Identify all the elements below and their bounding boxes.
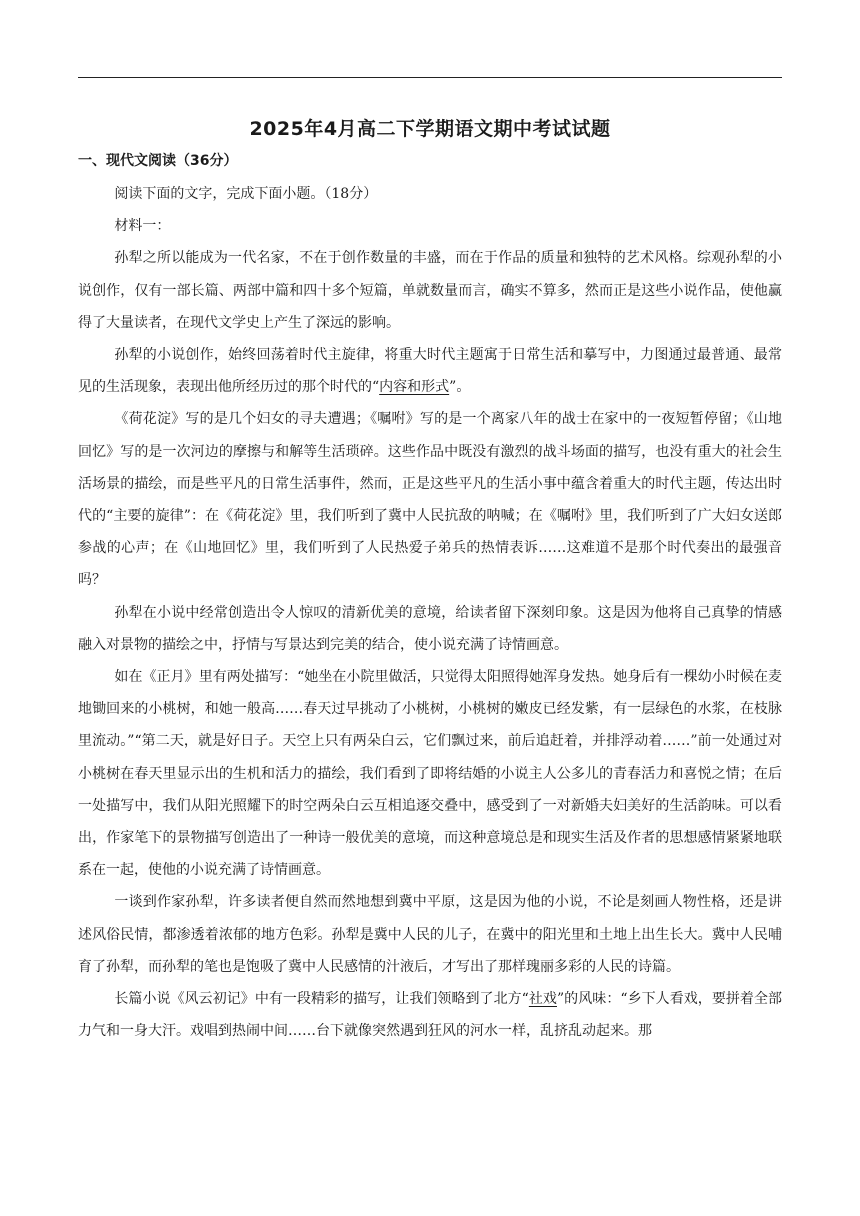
paragraph-1: 孙犁之所以能成为一代名家，不在于创作数量的丰盛，而在于作品的质量和独特的艺术风格。综观孙犁的小说创作，仅有一部长篇、两部中篇和四十多个短篇，单就数量而言，确实不算多，然而正是这些小说作品，使他赢得了大量读者，在现代文学史上产生了深远的影响。 [78,250,782,331]
page-title: 2025年4月高二下学期语文期中考试试题 [249,118,611,140]
paragraph-2 [78,339,782,403]
section-heading: 一、现代文阅读（36分） [78,153,238,169]
paragraph-6: 一谈到作家孙犁，许多读者便自然而然地想到冀中平原，这是因为他的小说，不论是刻画人物性格，还是讲述风俗民情，都渗透着浓郁的地方色彩。孙犁是冀中人民的儿子，在冀中的阳光里和土地上出生长大。冀中人民哺育了孙犁，而孙犁的笔也是饱吸了冀中人民感情的汁液后，才写出了那样瑰丽多彩的人民的诗篇。 [78,894,782,975]
underlined-phrase: 社戏 [528,991,557,1008]
paragraph-7-text: 长篇小说《风云初记》中有一段精彩的描写，让我们领略到了北方“ [114,991,529,1008]
underlined-phrase: 内容和形式 [379,379,450,396]
paragraph-4: 孙犁在小说中经常创造出令人惊叹的清新优美的意境，给读者留下深刻印象。这是因为他将自己真挚的情感融入对景物的描绘之中，抒情与写景达到完美的结合，使小说充满了诗情画意。 [78,604,782,653]
article-body [78,178,782,1047]
paragraph-2-text: 孙犁的小说创作，始终回荡着时代主旋律，将重大时代主题寓于日常生活和摹写中，力图通过最普通、最常见的生活现象，表现出他所经历过的那个时代的“ [78,347,782,396]
paragraph-7 [78,983,782,1047]
instruction: 阅读下面的文字，完成下面小题。（18分） [114,186,378,202]
paragraph-7-end: ”的风味：“乡下人看戏，要拼着全部力气和一身大汗。戏唱到热闹中间……台下就像突然遇到狂风的河水一样，乱挤乱动起来。那 [78,991,783,1040]
paragraph-3: 《荷花淀》写的是几个妇女的寻夫遭遇；《嘱咐》写的是一个离家八年的战士在家中的一夜短暂停留；《山地回忆》写的是一次河边的摩擦与和解等生活琐碎。这些作品中既没有激烈的战斗场面的描写，也没有重大的社会生活场景的描绘，而是些平凡的日常生活事件，然而，正是这些平凡的生活小事中蕴含着重大的时代主题，传达出时代的“主要的旋律”：在《荷花淀》里，我们听到了冀中人民抗敌的呐喊；在《嘱咐》里，我们听到了广大妇女送郎参战的心声；在《山地回忆》里，我们听到了人民热爱子弟兵的热情表诉……这难道不是那个时代奏出的最强音吗？ [78,411,782,589]
paragraph-2-end: ”。 [449,379,471,396]
material-label: 材料一： [114,218,171,235]
header-rule [78,77,782,78]
paragraph-5: 如在《正月》里有两处描写：“她坐在小院里做活，只觉得太阳照得她浑身发热。她身后有一棵幼小时候在麦地锄回来的小桃树，和她一般高……春天过早挑动了小桃树，小桃树的嫩皮已经发紫，有一层绿色的水浆，在枝脉里流动。”“第二天，就是好日子。天空上只有两朵白云，它们飘过来，前后追赶着，并排浮动着……”前一处通过对小桃树在春天里显示出的生机和活力的描绘，我们看到了即将结婚的小说主人公多儿的青春活力和喜悦之情；在后一处描写中，我们从阳光照耀下的时空两朵白云互相追逐交叠中，感受到了一对新婚夫妇美好的生活韵味。可以看出，作家笔下的景物描写创造出了一种诗一般优美的意境，而这种意境总是和现实生活及作者的思想感情紧紧地联系在一起，使他的小说充满了诗情画意。 [78,669,782,879]
